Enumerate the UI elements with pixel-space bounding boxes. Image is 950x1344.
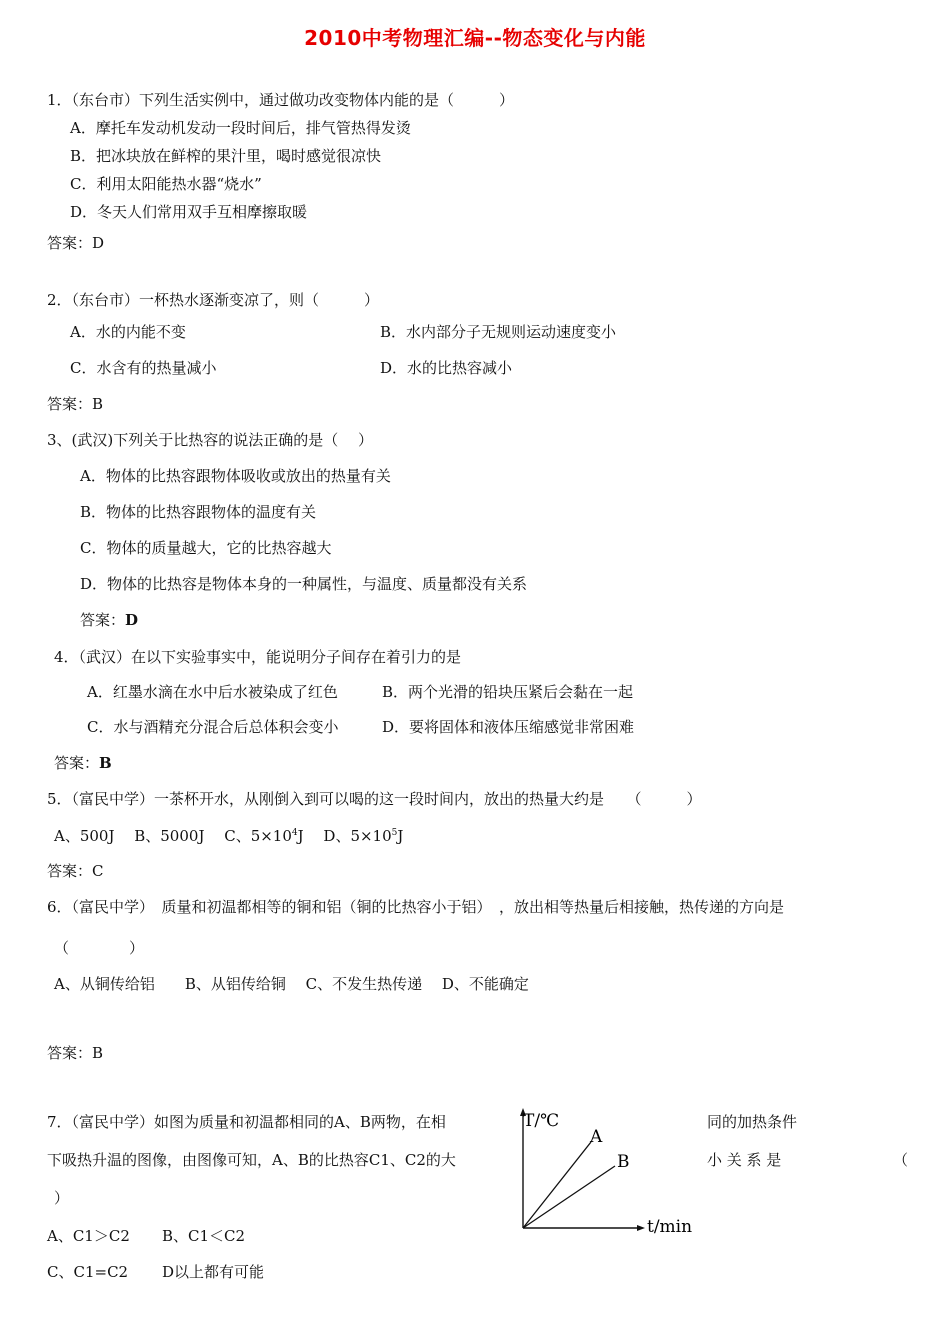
q3-answer-label: 答案：: [80, 611, 126, 629]
q5-options-part2: J D、5×10: [297, 827, 392, 845]
q5-options-part3: J: [397, 827, 404, 845]
q2-option-b: B．水内部分子无规则运动速度变小: [380, 323, 617, 341]
graph-line-b: [523, 1166, 615, 1228]
q2-option-d: D．水的比热容减小: [380, 359, 513, 377]
q6-paren: （ ）: [54, 939, 145, 957]
q7-stem-line1-right: 同的加热条件: [707, 1113, 798, 1131]
q6-options: A、从铜传给铝 B、从铝传给铜 C、不发生热传递 D、不能确定: [54, 975, 529, 993]
q7-option-a: A、C1＞C2: [47, 1227, 130, 1245]
q2-answer: 答案：B: [47, 395, 104, 413]
q7-stem-line2-right: 小 关 系 是: [707, 1151, 782, 1169]
q7-option-c: C、C1=C2: [47, 1263, 129, 1281]
q5-exponent-1: 4: [291, 828, 298, 838]
q4-answer-label: 答案：: [54, 754, 100, 772]
q1-option-d: D．冬天人们常用双手互相摩擦取暖: [70, 203, 308, 221]
q7-stem-line2-left: 下吸热升温的图像，由图像可知，A、B的比热容C1、C2的大: [47, 1151, 456, 1169]
q5-answer: 答案：C: [47, 862, 104, 880]
q3-answer: [80, 610, 138, 630]
q2-option-c: C．水含有的热量减小: [70, 359, 217, 377]
q7-stem-line3: ）: [54, 1189, 70, 1207]
graph-x-arrow: [637, 1225, 645, 1231]
q1-option-b: B．把冰块放在鲜榨的果汁里，喝时感觉很凉快: [70, 147, 382, 165]
q4-option-b: B．两个光滑的铅块压紧后会黏在一起: [382, 683, 634, 701]
q4-option-a: A．红墨水滴在水中后水被染成了红色: [87, 683, 338, 701]
q3-stem: 3、(武汉)下列关于比热容的说法正确的是（ ）: [47, 431, 374, 449]
graph-line-b-label: B: [617, 1152, 630, 1172]
q4-option-d: D．要将固体和液体压缩感觉非常困难: [382, 718, 635, 736]
graph-x-label: t/min: [647, 1217, 693, 1237]
q3-answer-value: D: [125, 611, 139, 629]
q3-option-d: D．物体的比热容是物体本身的一种属性，与温度、质量都没有关系: [80, 575, 528, 593]
q5-exponent-2: 5: [391, 828, 398, 838]
q2-option-a: A．水的内能不变: [70, 323, 186, 341]
q1-stem: 1．（东台市）下列生活实例中，通过做功改变物体内能的是（ ）: [47, 91, 515, 109]
q7-stem-line2-paren: （: [893, 1151, 909, 1169]
q3-option-a: A．物体的比热容跟物体吸收或放出的热量有关: [80, 467, 391, 485]
q4-answer: [54, 753, 112, 773]
q3-option-c: C．物体的质量越大，它的比热容越大: [80, 539, 332, 557]
q5-options-part1: A、500J B、5000J C、5×10: [54, 827, 292, 845]
q6-answer: 答案：B: [47, 1044, 104, 1062]
q1-answer: 答案：D: [47, 234, 105, 252]
q1-option-c: C．利用太阳能热水器“烧水”: [70, 175, 262, 193]
graph-line-a: [523, 1142, 591, 1228]
graph-y-label: T/℃: [523, 1111, 560, 1131]
q4-option-c: C．水与酒精充分混合后总体积会变小: [87, 718, 339, 736]
q5-stem: 5．（富民中学）一茶杯开水，从刚倒入到可以喝的这一段时间内，放出的热量大约是 （ ）: [47, 790, 702, 808]
q7-stem-line1-left: 7．（富民中学）如图为质量和初温都相同的A、B两物，在相: [47, 1113, 446, 1131]
q7-option-d: D以上都有可能: [162, 1263, 265, 1281]
q4-stem: 4．（武汉）在以下实验事实中，能说明分子间存在着引力的是: [54, 648, 462, 666]
q6-stem: 6．（富民中学） 质量和初温都相等的铜和铝（铜的比热容小于铝） ，放出相等热量后相接触，热传递的方向是: [47, 898, 785, 916]
graph-line-a-label: A: [590, 1127, 603, 1147]
q1-option-a: A．摩托车发动机发动一段时间后，排气管热得发烫: [70, 119, 411, 137]
q5-options: [54, 826, 403, 846]
document-title: 2010中考物理汇编--物态变化与内能: [304, 26, 646, 50]
q4-answer-value: B: [99, 754, 112, 772]
q3-option-b: B．物体的比热容跟物体的温度有关: [80, 503, 317, 521]
q7-temperature-time-graph: [505, 1100, 705, 1240]
q7-option-b: B、C1＜C2: [162, 1227, 246, 1245]
q2-stem: 2．（东台市）一杯热水逐渐变凉了，则（ ）: [47, 291, 380, 309]
